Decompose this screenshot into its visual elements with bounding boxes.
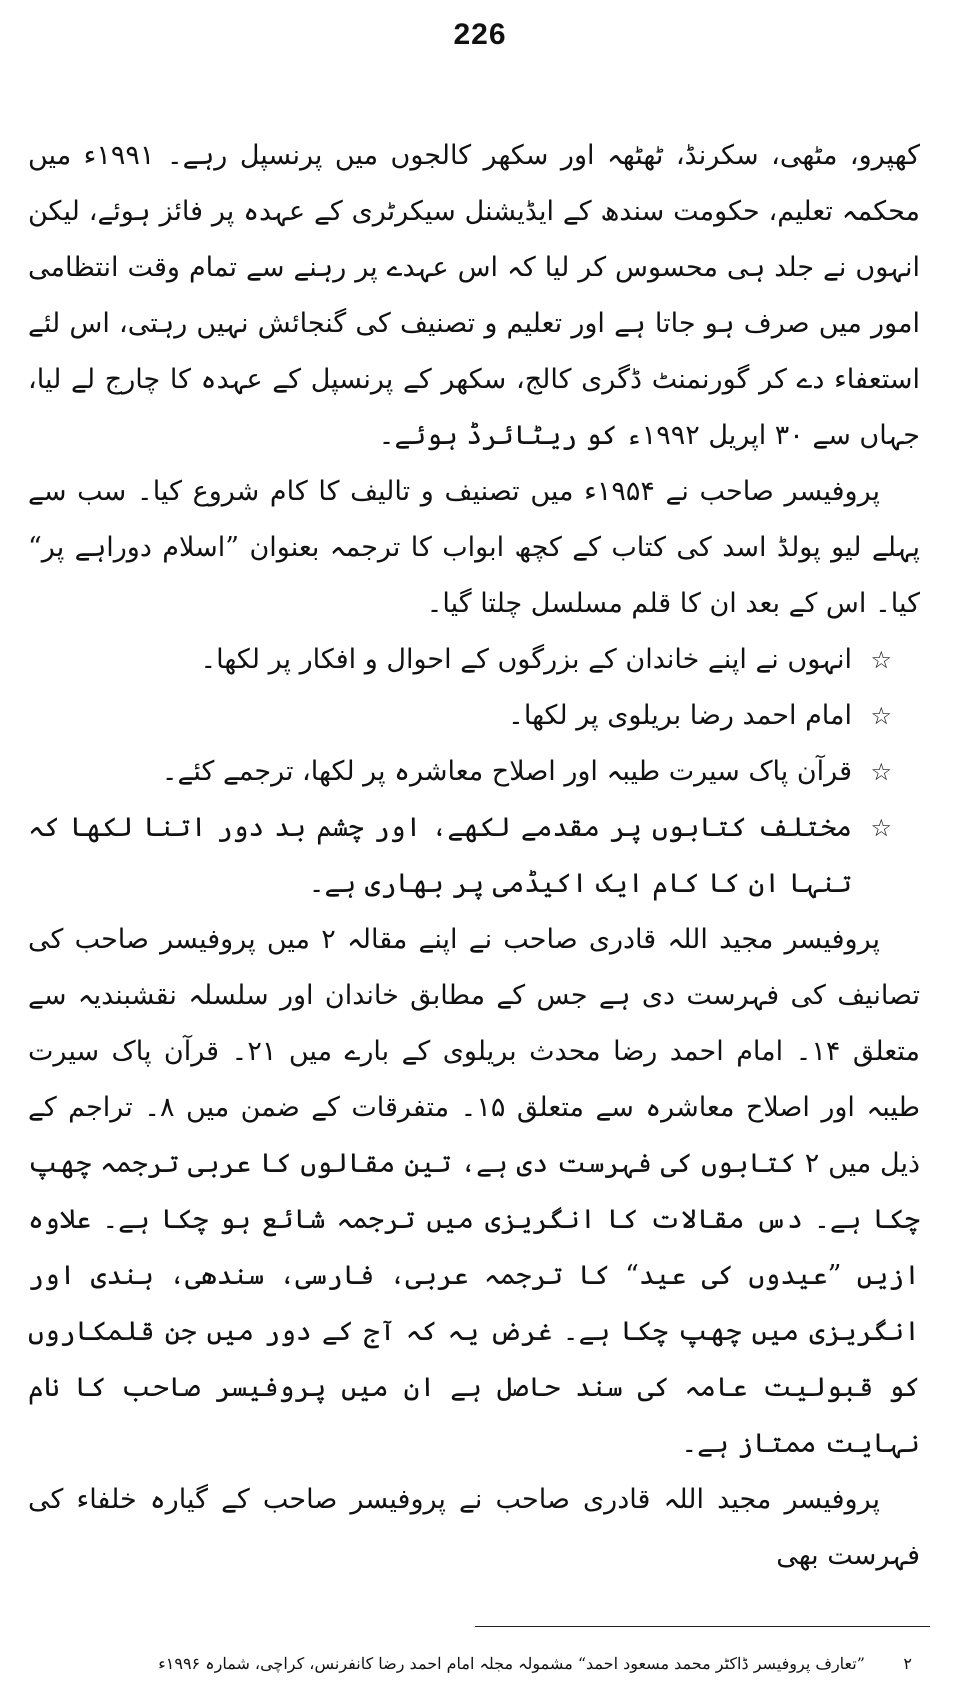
paragraph: پروفیسر مجید اللہ قادری صاحب نے اپنے مقالہ ۲ میں پروفیسر صاحب کی تصانیف کی فہرست دی ہے جس کے مطابق خاندان اور سلسلہ نقشبندیہ سے متعلق ۱۴۔ امام احمد رضا محدث بریلوی کے بارے میں ۲۱۔ قرآن پاک سیرت طیبہ اور اصلاح معاشرہ سے متعلق ۱۵۔ متفرقات کے ضمن میں ۸۔ تراجم کے ذیل میں ۲ کتابوں کی فہرست دی ہے، تین مقالوں کا عربی ترجمہ چھپ چکا ہے۔ دس مقالات کا انگریزی میں ترجمہ شائع ہو چکا ہے۔ علاوہ ازیں ”عیدوں کی عید“ کا ترجمہ عربی، فارسی، سندھی، ہندی اور انگریزی میں چھپ چکا ہے۔ غرض یہ کہ آج کے دور میں جن قلمکاروں کو قبولیت عامہ کی سند حاصل ہے ان میں پروفیسر صاحب کا نام نہایت ممتاز ہے۔ <box>28 924 920 1459</box>
footnote <box>60 1650 912 1678</box>
list-item <box>28 800 892 912</box>
list-item-text: امام احمد رضا بریلوی پر لکھا۔ <box>508 700 852 731</box>
list-item-text: انہوں نے اپنے خاندان کے بزرگوں کے احوال و افکار پر لکھا۔ <box>200 644 852 675</box>
document-body <box>28 128 920 1584</box>
star-bullet-icon: ☆ <box>870 646 892 674</box>
list-item-text: مختلف کتابوں پر مقدمے لکھے، اور چشم بد دور اتنا لکھا کہ تنہا ان کا کام ایک اکیڈمی پر بھاری ہے۔ <box>28 812 852 899</box>
list-item-text: قرآن پاک سیرت طیبہ اور اصلاح معاشرہ پر لکھا، ترجمے کئے۔ <box>161 756 852 787</box>
list-item <box>28 744 892 800</box>
star-bullet-icon: ☆ <box>870 758 892 786</box>
paragraph: کھپرو، مٹھی، سکرنڈ، ٹھٹھہ اور سکھر کالجوں میں پرنسپل رہے۔ ۱۹۹۱ء میں محکمہ تعلیم، حکومت سندھ کے ایڈیشنل سیکرٹری کے عہدہ پر فائز ہوئے، لیکن انہوں نے جلد ہی محسوس کر لیا کہ اس عہدے پر رہنے سے تمام وقت انتظامی امور میں صرف ہو جاتا ہے اور تعلیم و تصنیف کی گنجائش نہیں رہتی، اس لئے استعفاء دے کر گورنمنٹ ڈگری کالج، سکھر کے پرنسپل کے عہدہ کا چارج لے لیا، جہاں سے ۳۰ اپریل ۱۹۹۲ء کو ریٹائرڈ ہوئے۔ <box>28 140 920 451</box>
list-item <box>28 688 892 744</box>
star-bullet-icon: ☆ <box>870 702 892 730</box>
paragraph: پروفیسر صاحب نے ۱۹۵۴ء میں تصنیف و تالیف کا کام شروع کیا۔ سب سے پہلے لیو پولڈ اسد کی کتاب کے کچھ ابواب کا ترجمہ بعنوان ”اسلام دوراہے پر“ کیا۔ اس کے بعد ان کا قلم مسلسل چلتا گیا۔ <box>28 476 920 619</box>
page-number: 226 <box>453 18 507 51</box>
footnote-text: ”تعارف پروفیسر ڈاکٹر محمد مسعود احمد“ مشمولہ مجلہ امام احمد رضا کانفرنس، کراچی، شمارہ ۱۹۹۶ء <box>158 1654 865 1673</box>
list-item <box>28 632 892 688</box>
achievement-list <box>28 632 920 912</box>
footnote-mark: ۲ <box>903 1654 912 1673</box>
footnote-divider <box>475 1626 930 1627</box>
paragraph: پروفیسر مجید اللہ قادری صاحب نے پروفیسر صاحب کے گیارہ خلفاء کی فہرست بھی <box>28 1484 920 1571</box>
star-bullet-icon: ☆ <box>870 814 892 842</box>
